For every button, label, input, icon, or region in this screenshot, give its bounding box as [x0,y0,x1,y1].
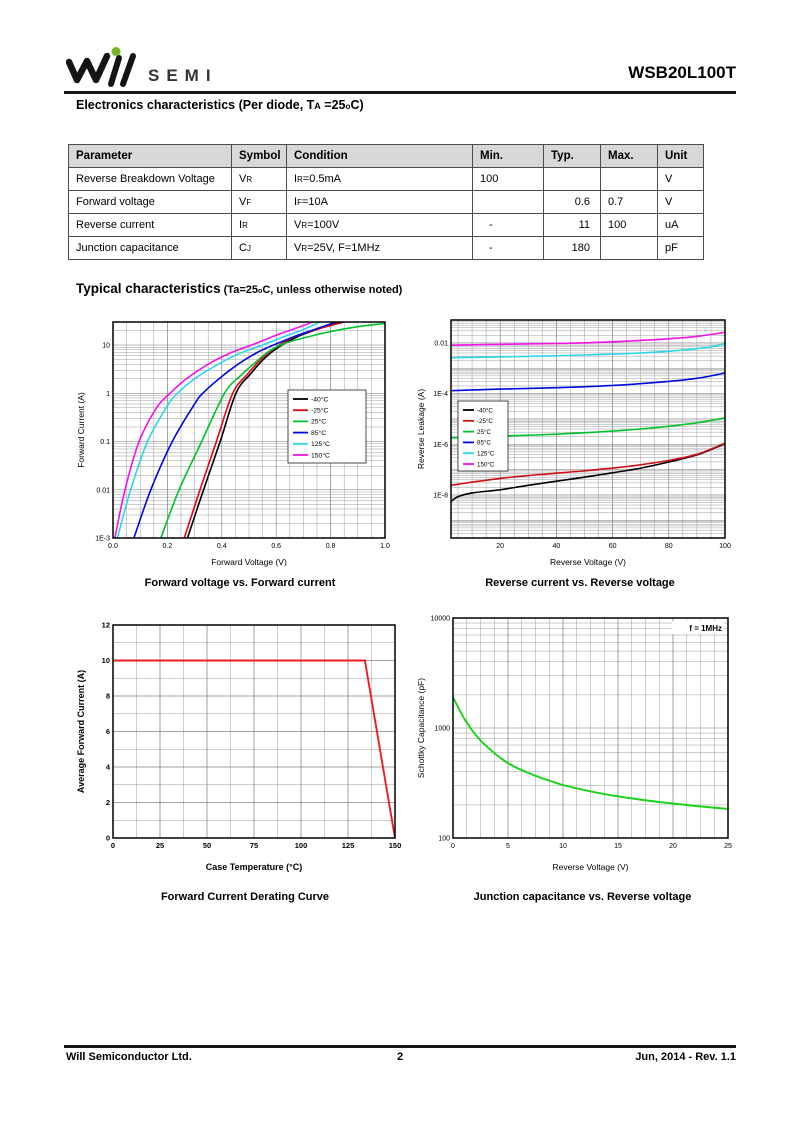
x-tick-label: 5 [506,843,510,850]
y-axis-title: Reverse Leakage (A) [416,388,426,470]
y-tick-label: 1 [106,390,110,398]
cell-typ: 0.6 [544,191,601,214]
company-logo [66,45,266,93]
cell-parameter: Reverse current [69,214,232,237]
legend-label: 150°C [311,452,330,460]
x-tick-label: 20 [669,843,677,850]
cell-parameter: Forward voltage [69,191,232,214]
x-axis-title: Case Temperature (°C) [205,862,303,872]
typical-characteristics-title: Typical characteristics [76,281,221,296]
x-tick-label: 80 [664,543,673,550]
x-tick-label: 0 [110,841,116,850]
cell-symbol: $I_R$ [232,214,287,237]
table-header-row [69,145,704,168]
y-tick-label: 10000 [430,615,450,623]
x-tick-label: 100 [719,543,731,550]
y-tick-label: 6 [105,727,110,736]
column-header: Condition [287,145,473,168]
legend [288,390,366,463]
cell-max [601,237,658,260]
column-header: Parameter [69,145,232,168]
cell-min: - [473,214,544,237]
y-tick-label: 100 [438,835,450,843]
cell-parameter: Reverse Breakdown Voltage [69,168,232,191]
column-header: Max. [601,145,658,168]
cell-min [473,191,544,214]
cell-min: 100 [473,168,544,191]
cell-unit: V [658,191,704,214]
y-axis-title: Forward Current (A) [76,392,86,468]
x-axis-title: Reverse Voltage (V) [552,862,629,872]
legend-label: 85°C [311,429,327,437]
y-tick-label: 1E-8 [433,492,448,500]
annotation-label: f = 1MHz [689,624,722,633]
cell-max [601,168,658,191]
y-tick-label: 2 [105,798,110,807]
typical-characteristics-heading [76,281,402,296]
x-axis-title: Forward Voltage (V) [211,557,287,567]
x-tick-label: 40 [552,543,561,550]
logo-semi-text: SEMI [148,66,218,85]
table-body [69,168,704,260]
y-tick-label: 1000 [434,725,450,733]
forward-current-chart-caption: Forward voltage vs. Forward current [144,577,336,589]
y-tick-label: 0.01 [96,487,110,495]
y-axis-title: Average Forward Current (A) [76,669,86,794]
header-rule [64,91,736,94]
cell-max: 100 [601,214,658,237]
cell-condition: $V_R=100V$ [287,214,473,237]
x-tick-label: 15 [614,843,622,850]
derating-curve-caption: Forward Current Derating Curve [160,891,330,903]
spec-table [68,144,704,260]
x-tick-label: 50 [202,841,212,850]
legend-label: 125°C [477,450,495,458]
column-header: Unit [658,145,704,168]
capacitance-chart-caption: Junction capacitance vs. Reverse voltage [473,891,692,903]
x-tick-label: 0.6 [271,543,282,550]
logo-green-dot [112,47,121,56]
cell-typ [544,168,601,191]
legend-label: 85°C [477,439,491,447]
y-tick-label: 10 [102,342,110,350]
legend-label: -40°C [477,407,493,415]
x-tick-label: 0 [451,843,455,850]
legend-label: -25°C [311,407,329,415]
derating-curve-chart [75,613,415,878]
column-header: Min. [473,145,544,168]
cell-unit: pF [658,237,704,260]
table-row [69,214,704,237]
x-tick-label: 100 [294,841,308,850]
y-tick-label: 8 [105,691,110,701]
part-number: WSB20L100T [628,63,736,82]
cell-symbol: $V_F$ [232,191,287,214]
x-tick-label: 10 [559,843,567,850]
x-tick-label: 0.2 [162,543,173,550]
cell-unit: V [658,168,704,191]
y-tick-label: 1E-6 [433,441,448,449]
legend-label: -40°C [311,396,329,404]
cell-max: 0.7 [601,191,658,214]
cell-unit: uA [658,214,704,237]
x-tick-label: 0.8 [325,543,336,550]
legend [458,401,508,471]
y-axis-title: Schottky Capacitance (pF) [416,677,426,779]
forward-current-chart [75,315,405,573]
x-tick-label: 75 [249,841,259,850]
legend-label: -25°C [477,418,493,426]
x-tick-label: 25 [724,843,732,850]
y-tick-label: 10 [101,656,110,665]
cell-parameter: Junction capacitance [69,237,232,260]
cell-symbol: $C_J$ [232,237,287,260]
x-tick-label: 125 [341,841,355,850]
cell-min: - [473,237,544,260]
y-tick-label: 0.1 [100,439,110,447]
capacitance-chart [415,613,750,878]
reverse-leakage-chart [415,315,745,573]
legend-label: 25°C [477,428,491,436]
cell-typ: 180 [544,237,601,260]
legend-label: 25°C [311,418,327,426]
table-row [69,237,704,260]
y-tick-label: 12 [101,620,110,630]
y-tick-label: 4 [105,762,110,772]
footer-company: Will Semiconductor Ltd. [66,1051,192,1063]
x-tick-label: 1.0 [380,543,390,550]
x-tick-label: 150 [388,841,402,850]
x-tick-label: 20 [496,543,505,550]
x-tick-label: 60 [608,543,617,550]
y-tick-label: 0 [105,833,110,843]
series-line-150°C [451,332,725,345]
x-axis-title: Reverse Voltage (V) [549,557,627,567]
typical-characteristics-note: ($Ta=25^oC$, unless otherwise noted) [220,284,403,296]
cell-symbol: $V_R$ [232,168,287,191]
electronics-characteristics-heading: Electronics characteristics (Per diode, $T_A =25^oC$) [76,98,364,112]
footer-rule [64,1045,736,1048]
cell-typ: 11 [544,214,601,237]
legend-label: 150°C [477,461,495,469]
cell-condition: $I_R=0.5mA$ [287,168,473,191]
cell-condition: $V_R=25V$, F=1MHz [287,237,473,260]
x-tick-label: 0.0 [108,543,118,550]
x-tick-label: 0.4 [216,543,227,550]
cell-condition: $I_F=10A$ [287,191,473,214]
y-tick-label: 1E-4 [433,391,448,399]
legend-label: 125°C [311,441,330,449]
table-row [69,191,704,214]
gridlines [113,625,395,838]
y-tick-label: 0.01 [434,340,448,348]
reverse-leakage-chart-caption: Reverse current vs. Reverse voltage [485,577,675,589]
column-header: Symbol [232,145,287,168]
y-tick-label: 1E-3 [95,535,110,543]
x-tick-label: 25 [155,841,165,850]
table-row [69,168,704,191]
column-header: Typ. [544,145,601,168]
footer-page-number: 2 [396,1051,404,1063]
logo-will-icon [69,47,133,84]
footer-revision: Jun, 2014 - Rev. 1.1 [635,1051,736,1063]
